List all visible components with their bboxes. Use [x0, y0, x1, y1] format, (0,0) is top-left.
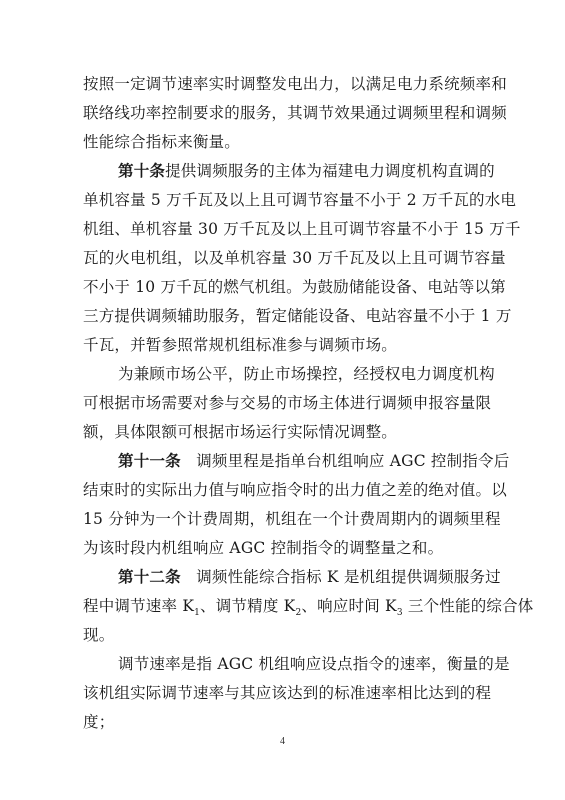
paragraph-line: 性能综合指标来衡量。	[83, 133, 241, 151]
article-11-text: 调频里程是指单台机组响应 AGC 控制指令后	[196, 452, 510, 470]
paragraph-line: 可根据市场需要对参与交易的市场主体进行调频申报容量限	[83, 394, 492, 412]
paragraph-line: 不小于 10 万千瓦的燃气机组。为鼓励储能设备、电站等以第	[83, 278, 506, 296]
paragraph-line: 度；	[83, 713, 115, 731]
paragraph-line: 该机组实际调节速率与其应该达到的标准速率相比达到的程	[83, 684, 492, 702]
paragraph-line: 单机容量 5 万千瓦及以上且可调节容量不小于 2 万千瓦的水电	[83, 191, 517, 209]
paragraph-line: 按照一定调节速率实时调整发电出力，以满足电力系统频率和	[83, 75, 507, 93]
subscript: 2	[295, 608, 302, 619]
article-11-title: 第十一条	[118, 451, 181, 470]
paragraph-line: 额，具体限额可根据市场运行实际情况调整。	[83, 423, 398, 441]
line-text: 程中调节速率 K	[83, 597, 195, 615]
paragraph-line: 调节速率是指 AGC 机组响应设点指令的速率，衡量的是	[118, 655, 510, 673]
paragraph-line: 为该时段内机组响应 AGC 控制指令的调整量之和。	[83, 539, 444, 557]
paragraph-line: 联络线功率控制要求的服务，其调节效果通过调频里程和调频	[83, 104, 507, 122]
line-text: 、响应时间 K	[301, 597, 397, 615]
article-12-first-line	[118, 565, 501, 589]
paragraph-line: 瓦的火电机组，以及单机容量 30 万千瓦及以上且可调节容量	[83, 249, 506, 267]
paragraph-line: 结束时的实际出力值与响应指令时的出力值之差的绝对值。以	[83, 481, 507, 499]
line-text: 、调节精度 K	[200, 597, 296, 615]
subscript: 3	[396, 608, 403, 619]
article-12-title: 第十二条	[118, 567, 181, 586]
paragraph-line: 现。	[83, 626, 115, 644]
article-11-first-line	[118, 449, 510, 473]
article-10-text: 提供调频服务的主体为福建电力调度机构直调的	[165, 162, 495, 180]
page-number: 4	[280, 736, 285, 747]
article-10-title: 第十条	[118, 161, 166, 180]
paragraph-line: 机组、单机容量 30 万千瓦及以上且可调节容量不小于 15 万千	[83, 220, 521, 238]
paragraph-line: 千瓦，并暂参照常规机组标准参与调频市场。	[83, 336, 398, 354]
line-text: 三个性能的综合体	[402, 597, 534, 615]
paragraph-line-with-subscripts	[83, 594, 534, 619]
paragraph-line: 为兼顾市场公平，防止市场操控，经授权电力调度机构	[118, 365, 495, 383]
article-12-text: 调频性能综合指标 K 是机组提供调频服务过	[196, 568, 501, 586]
paragraph-line: 三方提供调频辅助服务，暂定储能设备、电站容量不小于 1 万	[83, 307, 512, 325]
article-10-first-line	[118, 159, 495, 183]
paragraph-line: 15 分钟为一个计费周期，机组在一个计费周期内的调频里程	[83, 510, 501, 528]
subscript: 1	[194, 608, 201, 619]
